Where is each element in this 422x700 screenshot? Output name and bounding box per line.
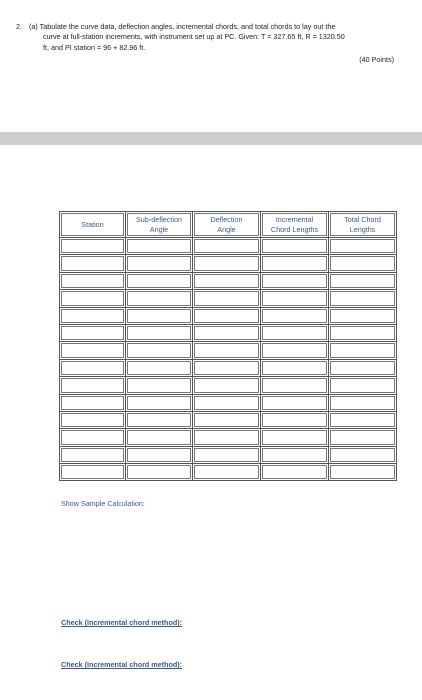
- table-cell[interactable]: [126, 290, 193, 307]
- table-cell[interactable]: [261, 446, 329, 463]
- table-cell[interactable]: [126, 255, 193, 272]
- table-cell[interactable]: [329, 255, 397, 272]
- table-row: [60, 255, 397, 272]
- table-cell[interactable]: [329, 411, 397, 428]
- table-cell[interactable]: [126, 446, 193, 463]
- table-cell[interactable]: [329, 446, 397, 463]
- table-cell[interactable]: [193, 411, 261, 428]
- table-cell[interactable]: [261, 307, 329, 324]
- table-cell[interactable]: [329, 238, 397, 255]
- table-cell[interactable]: [261, 272, 329, 289]
- table-row: [60, 324, 397, 341]
- table-cell[interactable]: [261, 359, 329, 376]
- table-cell[interactable]: [60, 394, 126, 411]
- header-incremental-chord-lengths: Incremental Chord Lengths: [261, 212, 329, 238]
- table-cell[interactable]: [193, 307, 261, 324]
- check-incremental-chord-method-1: Check (Incremental chord method):: [61, 618, 183, 627]
- table-cell[interactable]: [261, 429, 329, 446]
- sample-calculation-label: Show Sample Calculation:: [61, 499, 145, 508]
- table-cell[interactable]: [126, 394, 193, 411]
- table-cell[interactable]: [126, 429, 193, 446]
- table-cell[interactable]: [329, 290, 397, 307]
- table-cell[interactable]: [60, 429, 126, 446]
- table-cell[interactable]: [193, 446, 261, 463]
- table-cell[interactable]: [193, 272, 261, 289]
- table-cell[interactable]: [261, 464, 329, 481]
- table-cell[interactable]: [193, 324, 261, 341]
- table-row: [60, 290, 397, 307]
- table-cell[interactable]: [329, 429, 397, 446]
- problem-text-line-1: (a) Tabulate the curve data, deflection angles, incremental chords, and total chords to lay out the: [29, 22, 336, 31]
- table-cell[interactable]: [60, 307, 126, 324]
- table-row: [60, 359, 397, 376]
- table-cell[interactable]: [261, 238, 329, 255]
- table-header-row: [60, 212, 397, 238]
- table-cell[interactable]: [261, 290, 329, 307]
- table-cell[interactable]: [193, 255, 261, 272]
- table-row: [60, 394, 397, 411]
- table-cell[interactable]: [60, 464, 126, 481]
- table-cell[interactable]: [329, 324, 397, 341]
- table-cell[interactable]: [60, 238, 126, 255]
- table-cell[interactable]: [261, 255, 329, 272]
- table-cell[interactable]: [60, 377, 126, 394]
- table-cell[interactable]: [60, 324, 126, 341]
- problem-text-line-2: curve at full-station increments, with instrument set up at PC. Given: T = 327.65 ft, R = 1320.50: [43, 32, 345, 42]
- table-cell[interactable]: [193, 342, 261, 359]
- table-cell[interactable]: [261, 342, 329, 359]
- table-cell[interactable]: [193, 429, 261, 446]
- points-label: (40 Points): [359, 55, 394, 64]
- header-deflection-angle: Deflection Angle: [193, 212, 261, 238]
- table-cell[interactable]: [126, 411, 193, 428]
- check-incremental-chord-method-2: Check (Incremental chord method):: [61, 660, 183, 669]
- table-cell[interactable]: [193, 377, 261, 394]
- header-total-chord-lengths: Total Chord Lengths: [329, 212, 397, 238]
- table-cell[interactable]: [193, 394, 261, 411]
- section-divider: [0, 132, 422, 145]
- table-cell[interactable]: [329, 359, 397, 376]
- problem-number: 2.: [16, 22, 22, 31]
- table-cell[interactable]: [329, 394, 397, 411]
- table-cell[interactable]: [60, 290, 126, 307]
- table-cell[interactable]: [329, 307, 397, 324]
- table-cell[interactable]: [261, 324, 329, 341]
- table-cell[interactable]: [329, 464, 397, 481]
- table-cell[interactable]: [60, 411, 126, 428]
- table-cell[interactable]: [329, 377, 397, 394]
- table-cell[interactable]: [60, 342, 126, 359]
- table-cell[interactable]: [60, 446, 126, 463]
- table-cell[interactable]: [261, 377, 329, 394]
- table-row: [60, 342, 397, 359]
- table-cell[interactable]: [193, 464, 261, 481]
- table-cell[interactable]: [193, 359, 261, 376]
- table-row: [60, 429, 397, 446]
- header-station: Station: [60, 212, 126, 238]
- table-cell[interactable]: [193, 238, 261, 255]
- table-cell[interactable]: [60, 359, 126, 376]
- table-cell[interactable]: [126, 272, 193, 289]
- table-cell[interactable]: [126, 307, 193, 324]
- table-cell[interactable]: [126, 359, 193, 376]
- table-cell[interactable]: [126, 377, 193, 394]
- table-row: [60, 272, 397, 289]
- table-cell[interactable]: [193, 290, 261, 307]
- table-row: [60, 238, 397, 255]
- table-cell[interactable]: [126, 342, 193, 359]
- problem-statement: [16, 22, 408, 53]
- table-row: [60, 307, 397, 324]
- table-cell[interactable]: [329, 342, 397, 359]
- table-row: [60, 446, 397, 463]
- table-row: [60, 411, 397, 428]
- table-cell[interactable]: [60, 272, 126, 289]
- table-cell[interactable]: [329, 272, 397, 289]
- table-body: [60, 238, 397, 481]
- table-cell[interactable]: [126, 464, 193, 481]
- header-sub-deflection-angle: Sub-deflection Angle: [126, 212, 193, 238]
- curve-data-table: [59, 211, 397, 481]
- table-row: [60, 464, 397, 481]
- table-cell[interactable]: [126, 238, 193, 255]
- table-cell[interactable]: [126, 324, 193, 341]
- table-cell[interactable]: [60, 255, 126, 272]
- table-cell[interactable]: [261, 411, 329, 428]
- table-row: [60, 377, 397, 394]
- problem-text-line-3: ft, and PI station = 96 + 82.96 ft.: [43, 42, 146, 52]
- table-cell[interactable]: [261, 394, 329, 411]
